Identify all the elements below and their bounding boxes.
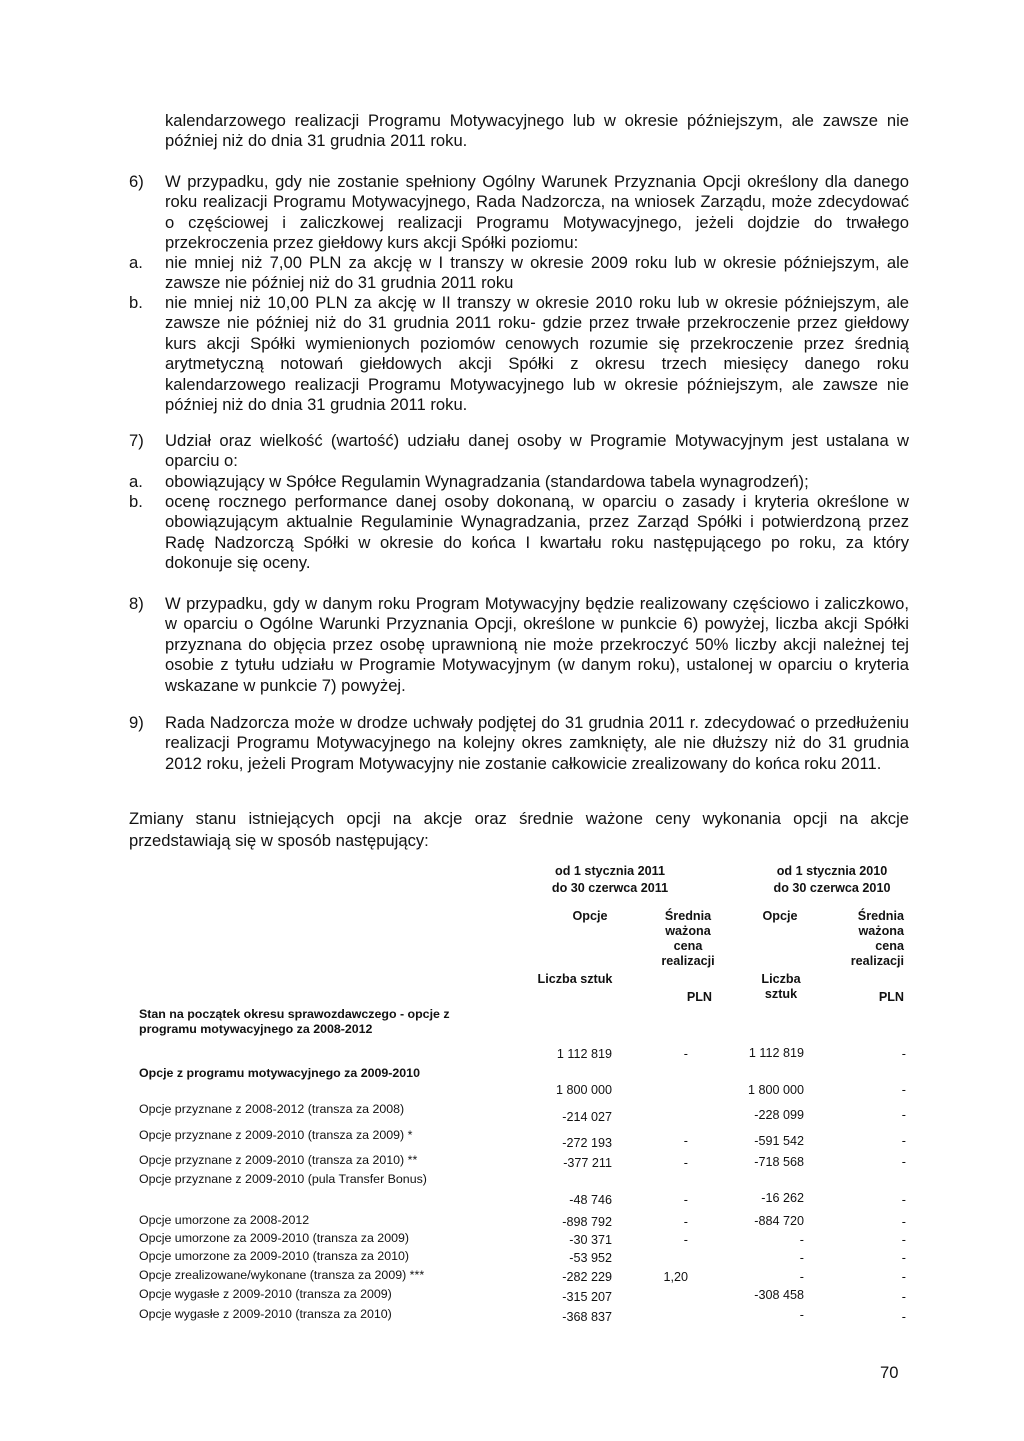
header-count-1: Liczba sztuk — [537, 972, 613, 986]
header-pln-2: PLN — [878, 990, 904, 1004]
cell-options-2010: 1 800 000 — [747, 1083, 804, 1097]
cell-options-2010: -884 720 — [754, 1214, 804, 1228]
row-label: Opcje umorzone za 2009-2010 (transza za 2010) — [139, 1249, 409, 1263]
cell-price-2011: - — [683, 1233, 688, 1247]
header-avg-price-2: Średnia ważona cena realizacji — [850, 909, 904, 968]
cell-options-2010: - — [799, 1233, 804, 1247]
cell-options-2011: -377 211 — [563, 1156, 612, 1170]
cell-options-2011: -53 952 — [569, 1251, 612, 1265]
row-label: Opcje przyznane z 2009-2010 (transza za 2010) ** — [139, 1153, 418, 1167]
cell-price-2010: - — [901, 1155, 906, 1169]
cell-price-2011: - — [683, 1134, 688, 1148]
cell-options-2011: -368 837 — [562, 1310, 612, 1324]
cell-options-2010: -591 542 — [754, 1134, 804, 1148]
cell-price-2010: - — [901, 1134, 906, 1148]
cell-options-2011: 1 800 000 — [555, 1083, 612, 1097]
cell-options-2010: - — [799, 1308, 804, 1322]
cell-options-2011: -898 792 — [562, 1215, 612, 1229]
sub-text: nie mniej niż 10,00 PLN za akcję w II transzy w okresie 2010 roku lub w okresie późniejszym, ale zawsze nie później niż do 31 grudnia 2011 roku- gdzie przez trwałe przekroczenie przez giełdowy kurs akcji Spółki wymienionych poziomów cenowych rozumie się przekroczenie przez średnią arytmetyczną notowań giełdowych akcji Spółki z okresu trzech miesięcy danego roku kalendarzowego realizacji Programu Motywacyjnego lub w okresie późniejszym, ale zawsze nie później niż do dnia 31 grudnia 2011 roku. — [165, 293, 909, 415]
cell-options-2011: -48 746 — [569, 1193, 612, 1207]
page-number: 70 — [880, 1363, 899, 1382]
row-label: Opcje z programu motywacyjnego za 2009-2010 — [139, 1066, 420, 1080]
item-text: W przypadku, gdy nie zostanie spełniony Ogólny Warunek Przyznania Opcji określony dla danego roku realizacji Programu Motywacyjnego, Rada Nadzorcza, na wniosek Zarządu, może zdecydować o częściowej i zaliczkowej realizacji Programu Motywacyjnego, jeżeli dojdzie do trwałego przekroczenia przez giełdowy kurs akcji Spółki poziomu: — [165, 172, 909, 253]
row-label: Opcje umorzone za 2008-2012 — [139, 1213, 310, 1227]
header-pln-1: PLN — [686, 990, 712, 1004]
item-number: 6) — [129, 172, 144, 191]
cell-price-2010: - — [901, 1233, 906, 1247]
cell-price-2010: - — [901, 1108, 906, 1122]
cell-price-2010: - — [901, 1193, 906, 1207]
cell-price-2011: - — [683, 1156, 688, 1170]
cell-price-2010: - — [901, 1310, 906, 1324]
sub-letter: b. — [129, 293, 143, 312]
header-count-2: Liczba sztuk — [761, 972, 801, 1001]
item-text: Rada Nadzorcza może w drodze uchwały podjętej do 31 grudnia 2011 r. zdecydować o przedłużeniu realizacji Programu Motywacyjnego na kolejny okres zamknięty, ale nie dłuższy niż do 31 grudnia 2012 roku, jeżeli Program Motywacyjny nie zostanie całkowicie zrealizowany do końca roku 2011. — [165, 713, 909, 773]
sub-text: obowiązujący w Spółce Regulamin Wynagradzania (standardowa tabela wynagrodzeń); — [165, 472, 809, 491]
row-label: Opcje przyznane z 2009-2010 (transza za 2009) * — [139, 1128, 413, 1142]
period-1-line-2: do 30 czerwca 2011 — [551, 881, 669, 895]
period-2-line-1: od 1 stycznia 2010 — [776, 864, 888, 878]
cell-options-2011: 1 112 819 — [556, 1047, 612, 1061]
cell-price-2011: - — [683, 1215, 688, 1229]
row-label: Stan na początek okresu sprawozdawczego - opcje z programu motywacyjnego za 2008-2012 — [139, 1007, 450, 1036]
row-label: Opcje wygasłe z 2009-2010 (transza za 2010) — [139, 1307, 392, 1321]
row-label: Opcje przyznane z 2009-2010 (pula Transfer Bonus) — [139, 1172, 427, 1186]
sub-letter: b. — [129, 492, 143, 511]
cell-options-2010: -718 568 — [754, 1155, 804, 1169]
cell-options-2011: -214 027 — [562, 1110, 612, 1124]
cell-options-2010: -228 099 — [754, 1108, 804, 1122]
period-2-line-2: do 30 czerwca 2010 — [773, 881, 891, 895]
item-number: 8) — [129, 594, 144, 613]
cell-price-2010: - — [901, 1047, 906, 1061]
cell-price-2011: - — [683, 1047, 688, 1061]
sub-text: ocenę rocznego performance danej osoby dokonaną, w oparciu o zasady i kryteria określone w obowiązującym aktualnie Regulaminie Wynagradzania, przez Zarząd Spółki i potwierdzoną przez Radę Nadzorczą Spółki w okresie do końca I kwartału roku następującego po roku, za który dokonuje się oceny. — [165, 492, 909, 573]
header-avg-price-1: Średnia ważona cena realizacji — [661, 909, 715, 968]
cell-price-2010: - — [901, 1290, 906, 1304]
cell-options-2011: -272 193 — [562, 1136, 612, 1150]
item-number: 7) — [129, 431, 144, 450]
header-opcje-1: Opcje — [572, 909, 608, 923]
item-text: W przypadku, gdy w danym roku Program Motywacyjny będzie realizowany częściowo i zaliczkowo, w oparciu o Ogólne Warunki Przyznania Opcji, określone w punkcie 6) powyżej, liczba akcji Spółki przyznana do objęcia przez osobę uprawnioną nie może przekroczyć 50% liczby akcji należnej tej osobie z tytułu udziału w Programie Motywacyjnym (w danym roku), ustalonej w oparciu o kryteria wskazane w punkcie 7) powyżej. — [165, 594, 909, 695]
item-text: Udział oraz wielkość (wartość) udziału danej osoby w Programie Motywacyjnym jest ustalana w oparciu o: — [165, 431, 909, 471]
row-label: Opcje wygasłe z 2009-2010 (transza za 2009) — [139, 1287, 392, 1301]
sub-text: nie mniej niż 7,00 PLN za akcję w I transzy w okresie 2009 roku lub w okresie późniejszym, ale zawsze nie później niż do 31 grudnia 2011 roku — [165, 253, 909, 293]
cell-price-2010: - — [901, 1251, 906, 1265]
cell-options-2011: -282 229 — [562, 1270, 612, 1284]
row-label: Opcje zrealizowane/wykonane (transza za 2009) *** — [139, 1268, 425, 1282]
item-number: 9) — [129, 713, 144, 732]
row-label: Opcje przyznane z 2008-2012 (transza za 2008) — [139, 1102, 405, 1116]
sub-letter: a. — [129, 472, 143, 491]
cell-options-2011: -30 371 — [569, 1233, 612, 1247]
period-1-line-1: od 1 stycznia 2011 — [555, 864, 665, 878]
cell-price-2010: - — [901, 1083, 906, 1097]
intro-paragraph: kalendarzowego realizacji Programu Motywacyjnego lub w okresie późniejszym, ale zawsze nie później niż do dnia 31 grudnia 2011 roku. — [165, 111, 909, 151]
cell-options-2010: -308 458 — [754, 1288, 804, 1302]
cell-options-2010: - — [799, 1251, 804, 1265]
cell-price-2011: 1,20 — [663, 1270, 688, 1284]
row-label: Opcje umorzone za 2009-2010 (transza za 2009) — [139, 1231, 409, 1245]
cell-options-2010: 1 112 819 — [748, 1046, 804, 1060]
cell-price-2010: - — [901, 1215, 906, 1229]
sub-letter: a. — [129, 253, 143, 272]
header-opcje-2: Opcje — [762, 909, 798, 923]
cell-options-2011: -315 207 — [562, 1290, 612, 1304]
cell-price-2010: - — [901, 1270, 906, 1284]
cell-price-2011: - — [683, 1193, 688, 1207]
cell-options-2010: - — [799, 1270, 804, 1284]
summary-paragraph: Zmiany stanu istniejących opcji na akcje oraz średnie ważone ceny wykonania opcji na akcje przedstawiają się w sposób następujący: — [129, 809, 909, 850]
cell-options-2010: -16 262 — [761, 1191, 804, 1205]
